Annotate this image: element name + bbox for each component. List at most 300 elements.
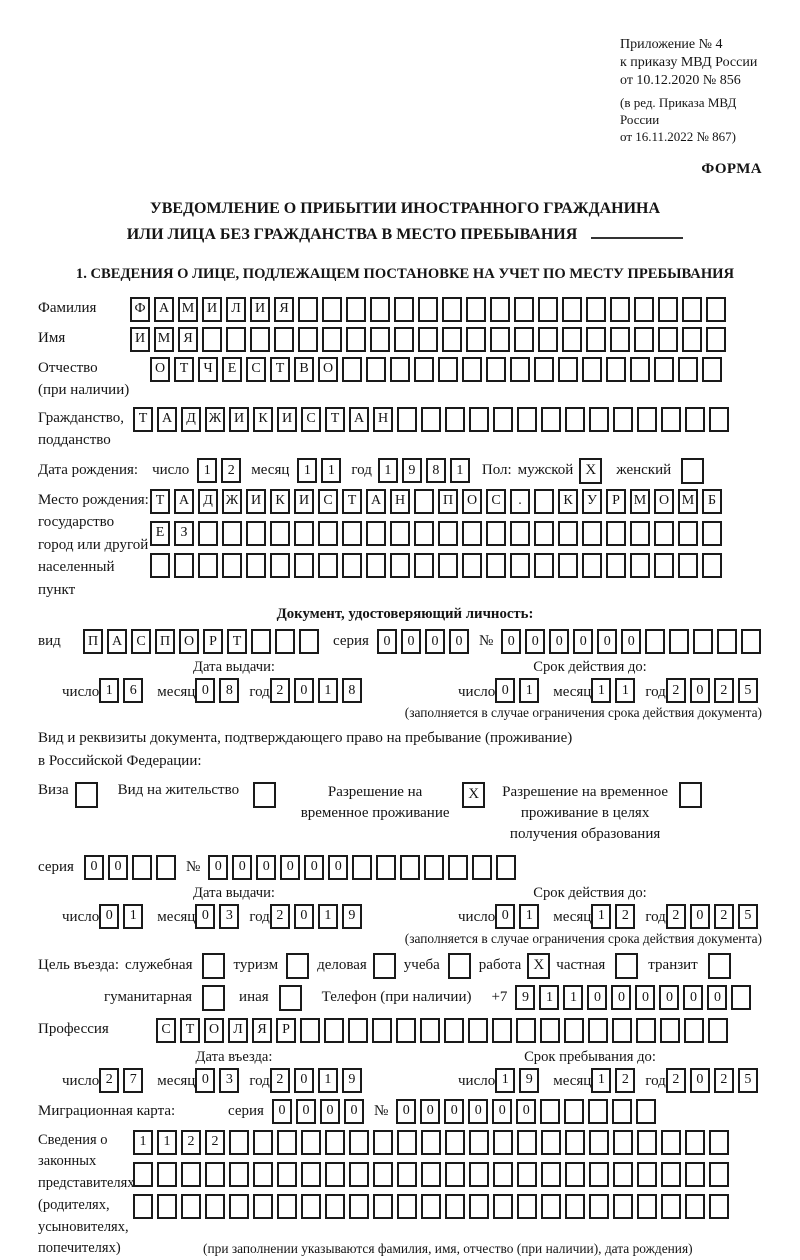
char-box[interactable] bbox=[492, 1018, 512, 1043]
char-box[interactable] bbox=[493, 407, 513, 432]
char-box[interactable]: Р bbox=[203, 629, 223, 654]
char-box[interactable]: 0 bbox=[587, 985, 607, 1010]
char-box[interactable] bbox=[630, 553, 650, 578]
char-box[interactable] bbox=[414, 357, 434, 382]
char-box[interactable] bbox=[444, 1018, 464, 1043]
char-box[interactable]: Л bbox=[226, 297, 246, 322]
char-box[interactable] bbox=[229, 1130, 249, 1155]
char-box[interactable] bbox=[685, 1194, 705, 1219]
char-box[interactable]: А bbox=[157, 407, 177, 432]
char-box[interactable]: 0 bbox=[425, 629, 445, 654]
char-box[interactable]: 0 bbox=[690, 904, 710, 929]
char-box[interactable] bbox=[565, 1130, 585, 1155]
char-box[interactable]: 8 bbox=[342, 678, 362, 703]
char-box[interactable] bbox=[606, 357, 626, 382]
char-box[interactable] bbox=[420, 1018, 440, 1043]
char-box[interactable]: О bbox=[179, 629, 199, 654]
char-box[interactable] bbox=[702, 357, 722, 382]
char-box[interactable] bbox=[394, 297, 414, 322]
temp-residence-checkbox[interactable]: X bbox=[462, 782, 485, 808]
char-box[interactable] bbox=[496, 855, 516, 880]
char-box[interactable] bbox=[346, 297, 366, 322]
char-box[interactable] bbox=[469, 1162, 489, 1187]
char-box[interactable]: 1 bbox=[539, 985, 559, 1010]
char-box[interactable]: Т bbox=[150, 489, 170, 514]
char-box[interactable] bbox=[414, 489, 434, 514]
char-box[interactable]: 2 bbox=[714, 678, 734, 703]
char-box[interactable]: 0 bbox=[707, 985, 727, 1010]
char-box[interactable]: 5 bbox=[738, 1068, 758, 1093]
char-box[interactable] bbox=[349, 1162, 369, 1187]
char-box[interactable] bbox=[534, 489, 554, 514]
char-box[interactable]: 2 bbox=[205, 1130, 225, 1155]
visa-checkbox[interactable] bbox=[75, 782, 98, 808]
char-box[interactable]: 0 bbox=[690, 1068, 710, 1093]
char-box[interactable] bbox=[588, 1018, 608, 1043]
char-box[interactable]: 0 bbox=[597, 629, 617, 654]
char-box[interactable]: И bbox=[130, 327, 150, 352]
char-box[interactable]: 0 bbox=[659, 985, 679, 1010]
char-box[interactable]: О bbox=[150, 357, 170, 382]
char-box[interactable]: 0 bbox=[377, 629, 397, 654]
char-box[interactable] bbox=[222, 553, 242, 578]
char-box[interactable] bbox=[490, 327, 510, 352]
char-box[interactable] bbox=[682, 327, 702, 352]
char-box[interactable]: 1 bbox=[133, 1130, 153, 1155]
char-box[interactable]: С bbox=[156, 1018, 176, 1043]
char-box[interactable] bbox=[445, 1194, 465, 1219]
char-box[interactable] bbox=[636, 1018, 656, 1043]
char-box[interactable] bbox=[366, 521, 386, 546]
char-box[interactable] bbox=[397, 407, 417, 432]
char-box[interactable] bbox=[466, 297, 486, 322]
char-box[interactable]: Р bbox=[606, 489, 626, 514]
char-box[interactable] bbox=[246, 521, 266, 546]
char-box[interactable] bbox=[253, 1130, 273, 1155]
char-box[interactable]: М bbox=[178, 297, 198, 322]
char-box[interactable] bbox=[376, 855, 396, 880]
char-box[interactable]: С bbox=[301, 407, 321, 432]
char-box[interactable] bbox=[654, 553, 674, 578]
char-box[interactable] bbox=[709, 1130, 729, 1155]
char-box[interactable] bbox=[706, 327, 726, 352]
purpose-private-checkbox[interactable] bbox=[615, 953, 638, 979]
char-box[interactable] bbox=[541, 1194, 561, 1219]
char-box[interactable]: П bbox=[438, 489, 458, 514]
char-box[interactable]: С bbox=[486, 489, 506, 514]
char-box[interactable] bbox=[370, 327, 390, 352]
char-box[interactable]: 0 bbox=[195, 904, 215, 929]
char-box[interactable] bbox=[301, 1194, 321, 1219]
char-box[interactable] bbox=[346, 327, 366, 352]
char-box[interactable] bbox=[325, 1130, 345, 1155]
char-box[interactable]: З bbox=[174, 521, 194, 546]
char-box[interactable] bbox=[582, 521, 602, 546]
char-box[interactable] bbox=[510, 521, 530, 546]
char-box[interactable]: 0 bbox=[621, 629, 641, 654]
char-box[interactable] bbox=[538, 297, 558, 322]
char-box[interactable]: 2 bbox=[615, 1068, 635, 1093]
char-box[interactable] bbox=[588, 1099, 608, 1124]
char-box[interactable] bbox=[250, 327, 270, 352]
char-box[interactable] bbox=[586, 297, 606, 322]
char-box[interactable] bbox=[373, 1162, 393, 1187]
purpose-tourism-checkbox[interactable] bbox=[286, 953, 309, 979]
char-box[interactable]: С bbox=[246, 357, 266, 382]
purpose-humanitarian-checkbox[interactable] bbox=[202, 985, 225, 1011]
char-box[interactable] bbox=[418, 297, 438, 322]
char-box[interactable]: 1 bbox=[591, 678, 611, 703]
char-box[interactable]: К bbox=[270, 489, 290, 514]
char-box[interactable] bbox=[586, 327, 606, 352]
char-box[interactable] bbox=[685, 407, 705, 432]
char-box[interactable]: Т bbox=[342, 489, 362, 514]
char-box[interactable] bbox=[294, 521, 314, 546]
char-box[interactable] bbox=[462, 553, 482, 578]
char-box[interactable] bbox=[637, 1162, 657, 1187]
char-box[interactable] bbox=[612, 1099, 632, 1124]
char-box[interactable] bbox=[490, 297, 510, 322]
char-box[interactable] bbox=[541, 1162, 561, 1187]
char-box[interactable] bbox=[469, 1194, 489, 1219]
char-box[interactable] bbox=[514, 297, 534, 322]
char-box[interactable]: 6 bbox=[123, 678, 143, 703]
char-box[interactable] bbox=[534, 521, 554, 546]
char-box[interactable]: Б bbox=[702, 489, 722, 514]
char-box[interactable] bbox=[421, 1130, 441, 1155]
char-box[interactable] bbox=[462, 521, 482, 546]
char-box[interactable]: Д bbox=[181, 407, 201, 432]
char-box[interactable] bbox=[342, 521, 362, 546]
char-box[interactable] bbox=[274, 327, 294, 352]
char-box[interactable]: 0 bbox=[232, 855, 252, 880]
char-box[interactable]: С bbox=[318, 489, 338, 514]
char-box[interactable] bbox=[538, 327, 558, 352]
char-box[interactable] bbox=[741, 629, 761, 654]
char-box[interactable]: М bbox=[678, 489, 698, 514]
char-box[interactable] bbox=[493, 1194, 513, 1219]
char-box[interactable] bbox=[324, 1018, 344, 1043]
char-box[interactable]: Т bbox=[180, 1018, 200, 1043]
char-box[interactable]: 1 bbox=[318, 678, 338, 703]
purpose-official-checkbox[interactable] bbox=[202, 953, 225, 979]
char-box[interactable] bbox=[468, 1018, 488, 1043]
char-box[interactable] bbox=[414, 553, 434, 578]
char-box[interactable] bbox=[558, 553, 578, 578]
char-box[interactable] bbox=[541, 1130, 561, 1155]
char-box[interactable] bbox=[397, 1162, 417, 1187]
char-box[interactable]: 1 bbox=[318, 1068, 338, 1093]
char-box[interactable]: 1 bbox=[318, 904, 338, 929]
char-box[interactable] bbox=[277, 1130, 297, 1155]
char-box[interactable] bbox=[669, 629, 689, 654]
char-box[interactable] bbox=[174, 553, 194, 578]
char-box[interactable]: К bbox=[558, 489, 578, 514]
char-box[interactable] bbox=[270, 553, 290, 578]
char-box[interactable] bbox=[366, 357, 386, 382]
char-box[interactable] bbox=[438, 357, 458, 382]
char-box[interactable] bbox=[706, 297, 726, 322]
char-box[interactable] bbox=[222, 521, 242, 546]
char-box[interactable]: 1 bbox=[519, 904, 539, 929]
char-box[interactable]: А bbox=[349, 407, 369, 432]
char-box[interactable] bbox=[352, 855, 372, 880]
char-box[interactable] bbox=[493, 1130, 513, 1155]
char-box[interactable] bbox=[157, 1194, 177, 1219]
char-box[interactable] bbox=[300, 1018, 320, 1043]
char-box[interactable] bbox=[372, 1018, 392, 1043]
char-box[interactable]: Я bbox=[178, 327, 198, 352]
char-box[interactable] bbox=[205, 1162, 225, 1187]
sex-female-checkbox[interactable] bbox=[681, 458, 704, 484]
char-box[interactable] bbox=[448, 855, 468, 880]
char-box[interactable]: А bbox=[154, 297, 174, 322]
char-box[interactable] bbox=[198, 553, 218, 578]
char-box[interactable] bbox=[678, 521, 698, 546]
char-box[interactable]: И bbox=[229, 407, 249, 432]
char-box[interactable] bbox=[534, 553, 554, 578]
char-box[interactable] bbox=[469, 407, 489, 432]
char-box[interactable]: 2 bbox=[714, 904, 734, 929]
char-box[interactable] bbox=[486, 357, 506, 382]
char-box[interactable] bbox=[684, 1018, 704, 1043]
char-box[interactable] bbox=[202, 327, 222, 352]
char-box[interactable] bbox=[510, 357, 530, 382]
char-box[interactable] bbox=[325, 1194, 345, 1219]
char-box[interactable] bbox=[702, 553, 722, 578]
purpose-work-checkbox[interactable]: X bbox=[527, 953, 550, 979]
char-box[interactable]: 5 bbox=[738, 904, 758, 929]
char-box[interactable] bbox=[541, 407, 561, 432]
char-box[interactable] bbox=[397, 1130, 417, 1155]
char-box[interactable]: С bbox=[131, 629, 151, 654]
char-box[interactable]: 2 bbox=[714, 1068, 734, 1093]
char-box[interactable] bbox=[589, 1194, 609, 1219]
char-box[interactable] bbox=[229, 1194, 249, 1219]
char-box[interactable]: 0 bbox=[296, 1099, 316, 1124]
char-box[interactable] bbox=[229, 1162, 249, 1187]
char-box[interactable]: 7 bbox=[123, 1068, 143, 1093]
char-box[interactable]: 0 bbox=[208, 855, 228, 880]
char-box[interactable]: 0 bbox=[195, 1068, 215, 1093]
char-box[interactable] bbox=[246, 553, 266, 578]
char-box[interactable]: А bbox=[107, 629, 127, 654]
char-box[interactable] bbox=[562, 327, 582, 352]
char-box[interactable] bbox=[517, 1162, 537, 1187]
char-box[interactable] bbox=[445, 1130, 465, 1155]
char-box[interactable] bbox=[565, 1194, 585, 1219]
char-box[interactable]: 0 bbox=[449, 629, 469, 654]
char-box[interactable] bbox=[301, 1162, 321, 1187]
char-box[interactable] bbox=[589, 1130, 609, 1155]
char-box[interactable] bbox=[181, 1162, 201, 1187]
char-box[interactable] bbox=[438, 521, 458, 546]
char-box[interactable]: М bbox=[630, 489, 650, 514]
char-box[interactable] bbox=[678, 553, 698, 578]
char-box[interactable] bbox=[514, 327, 534, 352]
char-box[interactable] bbox=[516, 1018, 536, 1043]
char-box[interactable] bbox=[637, 1130, 657, 1155]
char-box[interactable] bbox=[589, 1162, 609, 1187]
char-box[interactable]: 0 bbox=[573, 629, 593, 654]
char-box[interactable] bbox=[370, 297, 390, 322]
char-box[interactable] bbox=[445, 1162, 465, 1187]
sex-male-checkbox[interactable]: X bbox=[579, 458, 602, 484]
char-box[interactable]: И bbox=[294, 489, 314, 514]
char-box[interactable]: 1 bbox=[450, 458, 470, 483]
char-box[interactable] bbox=[322, 327, 342, 352]
char-box[interactable]: О bbox=[654, 489, 674, 514]
char-box[interactable]: 0 bbox=[495, 904, 515, 929]
char-box[interactable]: 2 bbox=[270, 678, 290, 703]
char-box[interactable]: . bbox=[510, 489, 530, 514]
temp-residence-education-checkbox[interactable] bbox=[679, 782, 702, 808]
char-box[interactable] bbox=[582, 553, 602, 578]
char-box[interactable]: 1 bbox=[99, 678, 119, 703]
char-box[interactable] bbox=[558, 357, 578, 382]
char-box[interactable]: Л bbox=[228, 1018, 248, 1043]
char-box[interactable] bbox=[634, 327, 654, 352]
char-box[interactable] bbox=[589, 407, 609, 432]
char-box[interactable]: Я bbox=[274, 297, 294, 322]
char-box[interactable] bbox=[366, 553, 386, 578]
char-box[interactable]: 1 bbox=[591, 1068, 611, 1093]
char-box[interactable] bbox=[438, 553, 458, 578]
char-box[interactable]: А bbox=[366, 489, 386, 514]
char-box[interactable]: Ж bbox=[222, 489, 242, 514]
char-box[interactable] bbox=[708, 1018, 728, 1043]
char-box[interactable] bbox=[342, 357, 362, 382]
char-box[interactable] bbox=[702, 521, 722, 546]
char-box[interactable]: 5 bbox=[738, 678, 758, 703]
char-box[interactable] bbox=[396, 1018, 416, 1043]
char-box[interactable] bbox=[654, 521, 674, 546]
char-box[interactable]: П bbox=[155, 629, 175, 654]
char-box[interactable]: М bbox=[154, 327, 174, 352]
char-box[interactable] bbox=[301, 1130, 321, 1155]
char-box[interactable]: 0 bbox=[195, 678, 215, 703]
char-box[interactable] bbox=[685, 1130, 705, 1155]
char-box[interactable] bbox=[181, 1194, 201, 1219]
char-box[interactable]: Т bbox=[133, 407, 153, 432]
char-box[interactable] bbox=[349, 1194, 369, 1219]
char-box[interactable]: 0 bbox=[525, 629, 545, 654]
char-box[interactable] bbox=[606, 553, 626, 578]
char-box[interactable]: 0 bbox=[396, 1099, 416, 1124]
char-box[interactable] bbox=[610, 297, 630, 322]
char-box[interactable]: 8 bbox=[219, 678, 239, 703]
char-box[interactable]: 2 bbox=[666, 678, 686, 703]
char-box[interactable]: И bbox=[277, 407, 297, 432]
char-box[interactable] bbox=[564, 1099, 584, 1124]
char-box[interactable]: 3 bbox=[219, 1068, 239, 1093]
char-box[interactable]: 1 bbox=[591, 904, 611, 929]
char-box[interactable]: 0 bbox=[495, 678, 515, 703]
char-box[interactable]: О bbox=[204, 1018, 224, 1043]
char-box[interactable]: 1 bbox=[378, 458, 398, 483]
char-box[interactable]: О bbox=[462, 489, 482, 514]
char-box[interactable]: 2 bbox=[270, 904, 290, 929]
char-box[interactable]: 0 bbox=[344, 1099, 364, 1124]
char-box[interactable] bbox=[462, 357, 482, 382]
char-box[interactable]: 0 bbox=[304, 855, 324, 880]
char-box[interactable]: 0 bbox=[256, 855, 276, 880]
char-box[interactable] bbox=[517, 1130, 537, 1155]
char-box[interactable] bbox=[253, 1194, 273, 1219]
char-box[interactable] bbox=[298, 297, 318, 322]
char-box[interactable]: 0 bbox=[492, 1099, 512, 1124]
char-box[interactable] bbox=[613, 1130, 633, 1155]
char-box[interactable] bbox=[469, 1130, 489, 1155]
char-box[interactable]: 2 bbox=[666, 1068, 686, 1093]
char-box[interactable]: 2 bbox=[99, 1068, 119, 1093]
char-box[interactable]: 0 bbox=[320, 1099, 340, 1124]
char-box[interactable]: И bbox=[246, 489, 266, 514]
char-box[interactable] bbox=[157, 1162, 177, 1187]
char-box[interactable]: 2 bbox=[270, 1068, 290, 1093]
char-box[interactable]: 0 bbox=[294, 678, 314, 703]
char-box[interactable]: Н bbox=[373, 407, 393, 432]
char-box[interactable]: К bbox=[253, 407, 273, 432]
char-box[interactable] bbox=[661, 1194, 681, 1219]
char-box[interactable] bbox=[156, 855, 176, 880]
char-box[interactable] bbox=[205, 1194, 225, 1219]
char-box[interactable]: 0 bbox=[108, 855, 128, 880]
char-box[interactable] bbox=[540, 1099, 560, 1124]
char-box[interactable] bbox=[373, 1194, 393, 1219]
char-box[interactable] bbox=[348, 1018, 368, 1043]
char-box[interactable]: Р bbox=[276, 1018, 296, 1043]
char-box[interactable] bbox=[658, 297, 678, 322]
char-box[interactable] bbox=[421, 1194, 441, 1219]
char-box[interactable] bbox=[277, 1194, 297, 1219]
char-box[interactable] bbox=[660, 1018, 680, 1043]
char-box[interactable]: Ч bbox=[198, 357, 218, 382]
char-box[interactable]: 0 bbox=[690, 678, 710, 703]
char-box[interactable]: У bbox=[582, 489, 602, 514]
residence-permit-checkbox[interactable] bbox=[253, 782, 276, 808]
char-box[interactable] bbox=[414, 521, 434, 546]
char-box[interactable]: 2 bbox=[221, 458, 241, 483]
char-box[interactable] bbox=[709, 407, 729, 432]
char-box[interactable]: 0 bbox=[468, 1099, 488, 1124]
char-box[interactable] bbox=[565, 1162, 585, 1187]
char-box[interactable] bbox=[610, 327, 630, 352]
char-box[interactable]: Д bbox=[198, 489, 218, 514]
char-box[interactable] bbox=[540, 1018, 560, 1043]
char-box[interactable] bbox=[612, 1018, 632, 1043]
char-box[interactable] bbox=[424, 855, 444, 880]
char-box[interactable]: 0 bbox=[444, 1099, 464, 1124]
char-box[interactable] bbox=[678, 357, 698, 382]
char-box[interactable] bbox=[445, 407, 465, 432]
purpose-other-checkbox[interactable] bbox=[279, 985, 302, 1011]
char-box[interactable] bbox=[390, 521, 410, 546]
char-box[interactable]: 0 bbox=[328, 855, 348, 880]
char-box[interactable] bbox=[709, 1162, 729, 1187]
purpose-study-checkbox[interactable] bbox=[448, 953, 471, 979]
char-box[interactable] bbox=[562, 297, 582, 322]
char-box[interactable] bbox=[133, 1194, 153, 1219]
char-box[interactable]: П bbox=[83, 629, 103, 654]
char-box[interactable]: 0 bbox=[549, 629, 569, 654]
char-box[interactable] bbox=[472, 855, 492, 880]
char-box[interactable] bbox=[318, 553, 338, 578]
char-box[interactable] bbox=[133, 1162, 153, 1187]
char-box[interactable] bbox=[564, 1018, 584, 1043]
char-box[interactable] bbox=[709, 1194, 729, 1219]
char-box[interactable] bbox=[582, 357, 602, 382]
